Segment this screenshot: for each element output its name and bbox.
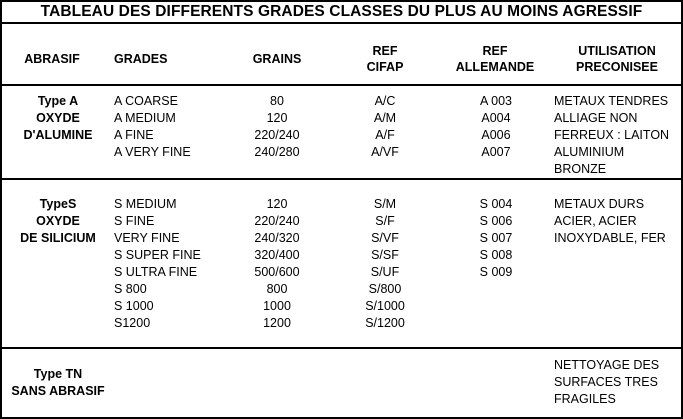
- utilisation-line: ALUMINIUM: [554, 145, 625, 159]
- section-a-utilisation: [554, 93, 669, 178]
- ref-cifap-item: S/SF: [371, 248, 399, 262]
- section-s-grains: [247, 196, 307, 332]
- grade-item: S FINE: [114, 214, 155, 228]
- section-s-utilisation: [554, 196, 666, 247]
- grade-item: A VERY FINE: [114, 145, 191, 159]
- grade-item: A COARSE: [114, 94, 178, 108]
- header-grades: GRADES: [114, 52, 168, 66]
- header-abrasif: ABRASIF: [24, 52, 80, 66]
- grain-item: 240/280: [254, 145, 300, 159]
- section-s-abrasif: [15, 196, 101, 247]
- ref-allemande-item: S 008: [479, 248, 513, 262]
- grade-item: S 1000: [114, 299, 154, 313]
- header-ref-cifap: [355, 43, 415, 75]
- grade-item: S MEDIUM: [114, 197, 177, 211]
- abrasif-line: DE SILICIUM: [20, 231, 96, 245]
- ref-cifap-item: A/M: [373, 111, 397, 125]
- grain-item: 500/600: [254, 265, 300, 279]
- header-separator: [0, 84, 683, 86]
- ref-cifap-item: S/VF: [371, 231, 399, 245]
- grade-item: S SUPER FINE: [114, 248, 201, 262]
- grain-item: 1000: [263, 299, 291, 313]
- grain-item: 240/320: [254, 231, 300, 245]
- header-ref-cifap-line2: CIFAP: [366, 60, 404, 74]
- grain-item: 320/400: [254, 248, 300, 262]
- header-grains: GRAINS: [252, 52, 302, 66]
- utilisation-line: NETTOYAGE DES: [554, 358, 660, 372]
- section-a-abrasif: [15, 93, 101, 144]
- abrasif-line: OXYDE: [36, 111, 80, 125]
- header-ref-cifap-line1: REF: [372, 44, 398, 58]
- abrasif-line: SANS ABRASIF: [11, 384, 105, 398]
- ref-cifap-item: S/800: [368, 282, 402, 296]
- section-a-grades: [114, 93, 191, 161]
- ref-cifap-item: S/1200: [365, 316, 405, 330]
- section-s-ref-cifap: [355, 196, 415, 332]
- grain-item: 120: [266, 197, 288, 211]
- ref-allemande-item: A007: [481, 145, 511, 159]
- ref-allemande-item: A 003: [480, 94, 512, 108]
- section-a-grains: [247, 93, 307, 161]
- section-s-separator: [0, 347, 683, 349]
- utilisation-line: FRAGILES: [554, 392, 616, 406]
- grain-item: 220/240: [254, 128, 300, 142]
- grain-item: 120: [266, 111, 288, 125]
- section-a-ref-allemande: [466, 93, 526, 161]
- abrasif-line: OXYDE: [36, 214, 80, 228]
- grade-item: S ULTRA FINE: [114, 265, 198, 279]
- header-utilisation-line1: UTILISATION: [578, 44, 656, 58]
- grain-item: 800: [266, 282, 288, 296]
- section-tn-utilisation: [554, 357, 659, 408]
- abrasif-line: Type TN: [33, 367, 83, 381]
- ref-cifap-item: A/C: [374, 94, 396, 108]
- ref-cifap-item: S/F: [375, 214, 395, 228]
- grade-item: A MEDIUM: [114, 111, 176, 125]
- header-utilisation-line2: PRECONISEE: [576, 60, 658, 74]
- ref-allemande-item: A006: [481, 128, 511, 142]
- grade-item: S1200: [114, 316, 151, 330]
- grain-item: 220/240: [254, 214, 300, 228]
- utilisation-line: METAUX DURS: [554, 197, 645, 211]
- utilisation-line: ALLIAGE NON: [554, 111, 638, 125]
- header-ref-allemande: [450, 43, 540, 75]
- header-ref-allemande-line1: REF: [482, 44, 508, 58]
- grain-item: 80: [270, 94, 284, 108]
- grain-item: 1200: [263, 316, 291, 330]
- ref-cifap-item: S/1000: [365, 299, 405, 313]
- ref-allemande-item: S 004: [479, 197, 513, 211]
- ref-allemande-item: A004: [481, 111, 511, 125]
- grade-item: A FINE: [114, 128, 154, 142]
- header-utilisation: [565, 43, 669, 75]
- utilisation-line: METAUX TENDRES: [554, 94, 669, 108]
- abrasif-line: TypeS: [39, 197, 77, 211]
- utilisation-line: BRONZE: [554, 162, 607, 176]
- section-s-ref-allemande: [466, 196, 526, 281]
- ref-allemande-item: S 007: [479, 231, 513, 245]
- abrasif-line: D'ALUMINE: [23, 128, 93, 142]
- section-tn-abrasif: [5, 366, 111, 400]
- section-a-separator: [0, 178, 683, 180]
- ref-cifap-item: A/F: [375, 128, 395, 142]
- utilisation-line: FERREUX : LAITON: [554, 128, 670, 142]
- utilisation-line: ACIER, ACIER: [554, 214, 637, 228]
- ref-cifap-item: A/VF: [371, 145, 399, 159]
- header-ref-allemande-line2: ALLEMANDE: [455, 60, 535, 74]
- section-s-grades: [114, 196, 201, 332]
- ref-cifap-item: S/M: [373, 197, 397, 211]
- grade-item: VERY FINE: [114, 231, 180, 245]
- ref-allemande-item: S 009: [479, 265, 513, 279]
- ref-cifap-item: S/UF: [370, 265, 400, 279]
- abrasif-line: Type A: [37, 94, 79, 108]
- table-title: TABLEAU DES DIFFERENTS GRADES CLASSES DU PLUS AU MOINS AGRESSIF: [0, 0, 683, 24]
- section-a-ref-cifap: [355, 93, 415, 161]
- utilisation-line: SURFACES TRES: [554, 375, 658, 389]
- ref-allemande-item: S 006: [479, 214, 513, 228]
- grade-item: S 800: [114, 282, 147, 296]
- utilisation-line: INOXYDABLE, FER: [554, 231, 666, 245]
